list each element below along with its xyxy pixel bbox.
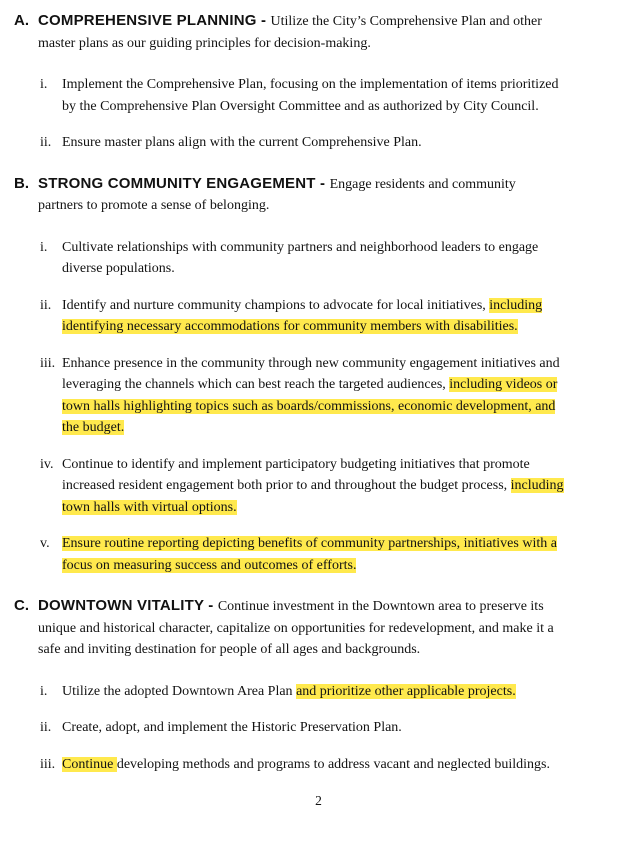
text-segment: increased resident engagement both prior to and throughout the budget process,: [62, 478, 511, 493]
text-line: [62, 295, 623, 317]
text-line: [62, 717, 623, 739]
text-segment: Cultivate relationships with community partners and neighborhood leaders to engage: [62, 239, 539, 255]
highlighted-text: including videos or: [449, 377, 558, 392]
highlighted-text: and prioritize other applicable projects.: [296, 683, 516, 699]
page-number: 2: [315, 793, 322, 808]
section-b: [14, 173, 623, 577]
text-line: [62, 396, 623, 418]
text-line: [62, 497, 623, 519]
section-letter: B.: [14, 174, 29, 192]
text-line: [62, 74, 623, 96]
list-item: [40, 533, 623, 576]
list-item: [40, 681, 623, 703]
list-item-text: [62, 533, 623, 576]
section-items: [14, 237, 623, 577]
highlighted-text: town halls highlighting topics such as boards/commissions, economic development, and: [62, 398, 556, 414]
highlighted-text: Ensure routine reporting depicting benefits of community partnerships, initiatives with a: [62, 536, 557, 551]
list-item-marker: ii.: [40, 297, 52, 313]
section-separator: -: [203, 597, 218, 614]
section-title: STRONG COMMUNITY ENGAGEMENT: [38, 174, 316, 192]
list-item-text: [62, 681, 623, 703]
list-item: [40, 754, 623, 776]
list-item-text: [62, 237, 623, 280]
list-item-marker: i.: [40, 77, 48, 92]
text-segment: developing methods and programs to address vacant and neglected buildings.: [116, 756, 550, 772]
text-line: [62, 353, 623, 375]
text-line: [62, 555, 623, 577]
highlighted-text: including: [489, 297, 543, 313]
section-separator: -: [315, 174, 330, 192]
section-intro: [38, 10, 623, 54]
list-item: [40, 353, 623, 439]
list-item-marker: iii.: [40, 355, 56, 371]
section-letter: C.: [14, 597, 29, 614]
section-items: [14, 74, 623, 154]
list-item: [40, 74, 623, 117]
list-item-marker: iv.: [40, 456, 54, 472]
text-line: [62, 96, 623, 118]
section-lead-text: master plans as our guiding principles for decision-making.: [38, 35, 371, 51]
document-body: [14, 10, 623, 775]
list-item-text: [62, 717, 623, 739]
text-line: [62, 374, 623, 396]
list-item-text: [62, 454, 623, 519]
list-item: [40, 717, 623, 739]
section-title: COMPREHENSIVE PLANNING: [38, 12, 257, 29]
text-segment: Create, adopt, and implement the Historic Preservation Plan.: [62, 720, 402, 735]
section-separator: -: [256, 12, 271, 29]
text-line: [62, 132, 623, 154]
text-line: [62, 681, 623, 703]
section-lead-text: safe and inviting destination for people of all ages and backgrounds.: [38, 642, 421, 657]
list-item: [40, 454, 623, 519]
section-heading-line: [38, 10, 623, 33]
section-c: [14, 595, 623, 775]
text-line: [62, 258, 623, 280]
section-heading-line: [38, 595, 623, 618]
section-lead-text: Utilize the City’s Comprehensive Plan and other: [270, 14, 542, 29]
text-segment: Ensure master plans align with the current Comprehensive Plan.: [62, 135, 422, 150]
section-header: [14, 595, 623, 661]
list-item-text: [62, 295, 623, 338]
text-line: [62, 533, 623, 555]
highlighted-text: including: [510, 478, 564, 493]
text-line: [62, 454, 623, 476]
list-item-marker: i.: [40, 239, 48, 255]
text-segment: Identify and nurture community champions to advocate for local initiatives,: [62, 297, 490, 313]
section-items: [14, 681, 623, 776]
section-heading-line: [38, 173, 623, 196]
highlighted-text: focus on measuring success and outcomes of efforts.: [62, 557, 357, 573]
text-line: [62, 475, 623, 497]
section-intro: [38, 595, 623, 661]
text-segment: Enhance presence in the community through new community engagement initiatives and: [62, 355, 560, 371]
highlighted-text: identifying necessary accommodations for community members with disabilities.: [62, 319, 518, 334]
section-lead-text: Engage residents and community: [329, 176, 516, 192]
section-header: [14, 173, 623, 217]
text-segment: diverse populations.: [62, 261, 175, 276]
list-item-text: [62, 74, 623, 117]
list-item: [40, 132, 623, 154]
highlighted-text: the budget.: [62, 420, 125, 435]
list-item-marker: i.: [40, 683, 48, 699]
section-a: [14, 10, 623, 154]
list-item-marker: v.: [40, 536, 50, 551]
list-item-text: [62, 353, 623, 439]
section-lead-text: partners to promote a sense of belonging.: [38, 198, 270, 213]
list-item-marker: ii.: [40, 135, 52, 150]
text-segment: Implement the Comprehensive Plan, focusing on the implementation of items prioritized: [62, 77, 559, 92]
list-item-marker: ii.: [40, 720, 52, 735]
text-segment: Continue to identify and implement participatory budgeting initiatives that promote: [62, 456, 530, 472]
section-letter: A.: [14, 12, 29, 29]
section-header: [14, 10, 623, 54]
text-segment: Utilize the adopted Downtown Area Plan: [62, 683, 297, 699]
section-title: DOWNTOWN VITALITY: [38, 597, 204, 614]
text-line: [62, 417, 623, 439]
highlighted-text: town halls with virtual options.: [62, 499, 237, 515]
text-segment: by the Comprehensive Plan Oversight Committee and as authorized by City Council.: [62, 98, 539, 114]
text-line: [62, 316, 623, 338]
text-line: [62, 754, 623, 776]
list-item-marker: iii.: [40, 756, 56, 772]
list-item: [40, 237, 623, 280]
text-segment: leveraging the channels which can best reach the targeted audiences,: [62, 377, 450, 392]
text-line: [62, 237, 623, 259]
list-item-text: [62, 754, 623, 776]
list-item: [40, 295, 623, 338]
highlighted-text: Continue: [62, 756, 117, 772]
list-item-text: [62, 132, 623, 154]
section-lead-text: Continue investment in the Downtown area to preserve its: [217, 599, 544, 614]
section-lead-text: unique and historical character, capitalize on opportunities for redevelopment, and make it a: [38, 620, 554, 636]
section-intro: [38, 173, 623, 217]
